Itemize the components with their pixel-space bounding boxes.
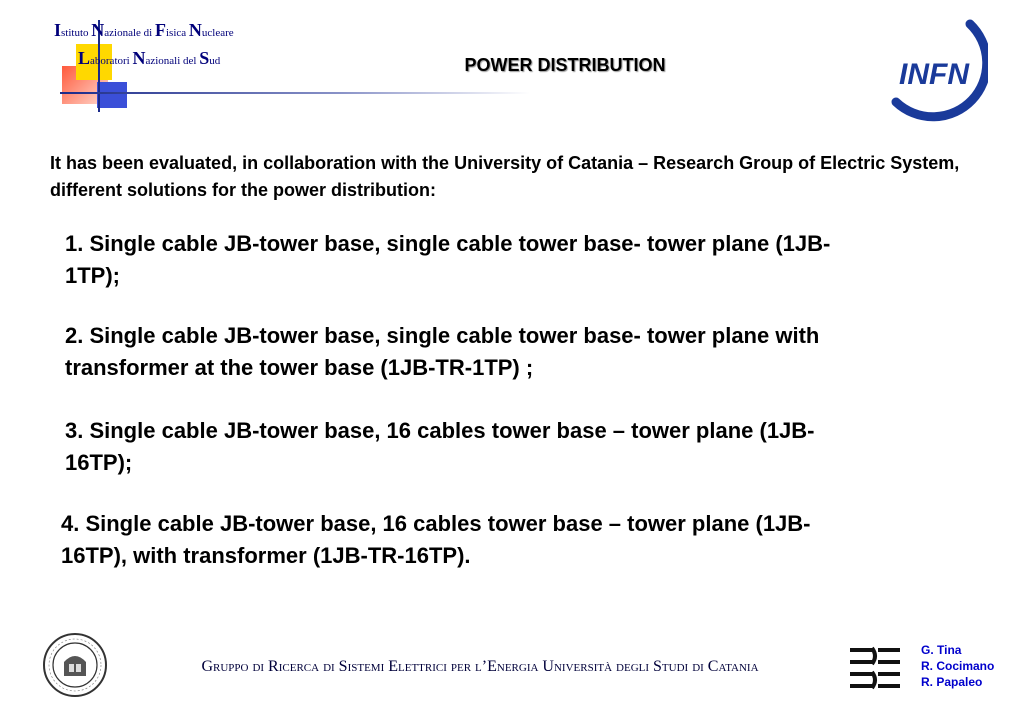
word-rest: isica: [165, 27, 189, 39]
university-seal-icon: [42, 632, 108, 698]
infn-logo-text: INFN: [899, 58, 969, 91]
dees-logo: [848, 642, 902, 696]
word-rest: stituto: [61, 27, 92, 39]
initial: I: [54, 20, 62, 40]
initial: N: [91, 20, 105, 40]
solution-item: 3. Single cable JB-tower base, 16 cables tower base – tower plane (1JB-16TP);: [65, 418, 815, 475]
author-name: G. Tina: [921, 643, 962, 657]
word-rest: azionali del: [145, 55, 200, 67]
institute-name-line-2: [78, 48, 220, 69]
solution-item: 4. Single cable JB-tower base, 16 cables tower base – tower plane (1JB-16TP), with transformer (1JB-TR-16TP).: [61, 511, 811, 568]
word-rest: ud: [209, 55, 221, 67]
word-rest: ucleare: [201, 27, 234, 39]
word-rest: azionale di: [104, 27, 155, 39]
intro-paragraph: It has been evaluated, in collaboration with the University of Catania – Research Group of Electric System, different solutions for the power distribution:: [50, 153, 960, 200]
solution-item: 1. Single cable JB-tower base, single cable tower base- tower plane (1JB-1TP);: [65, 231, 831, 288]
infn-logo: [878, 14, 988, 124]
logo-blue-square: [97, 82, 127, 108]
header-divider-line: [60, 92, 530, 94]
initial: N: [188, 20, 202, 40]
institute-name-line-1: [54, 20, 234, 41]
initial: N: [132, 48, 146, 68]
authors-list: [921, 642, 994, 690]
initial: L: [78, 48, 91, 68]
author-name: R. Cocimano: [921, 659, 995, 673]
author-name: R. Papaleo: [921, 675, 983, 689]
solution-item: 2. Single cable JB-tower base, single cable tower base- tower plane with transformer at the tower base (1JB-TR-1TP) ;: [65, 323, 820, 380]
initial: S: [199, 48, 210, 68]
footer-institution-text: Gruppo di Ricerca di Sistemi Elettrici per l’Energia Università degli Studi di Catania: [201, 658, 759, 675]
word-rest: aboratori: [90, 55, 133, 67]
page-title: POWER DISTRIBUTION: [464, 55, 666, 75]
initial: F: [154, 20, 166, 40]
